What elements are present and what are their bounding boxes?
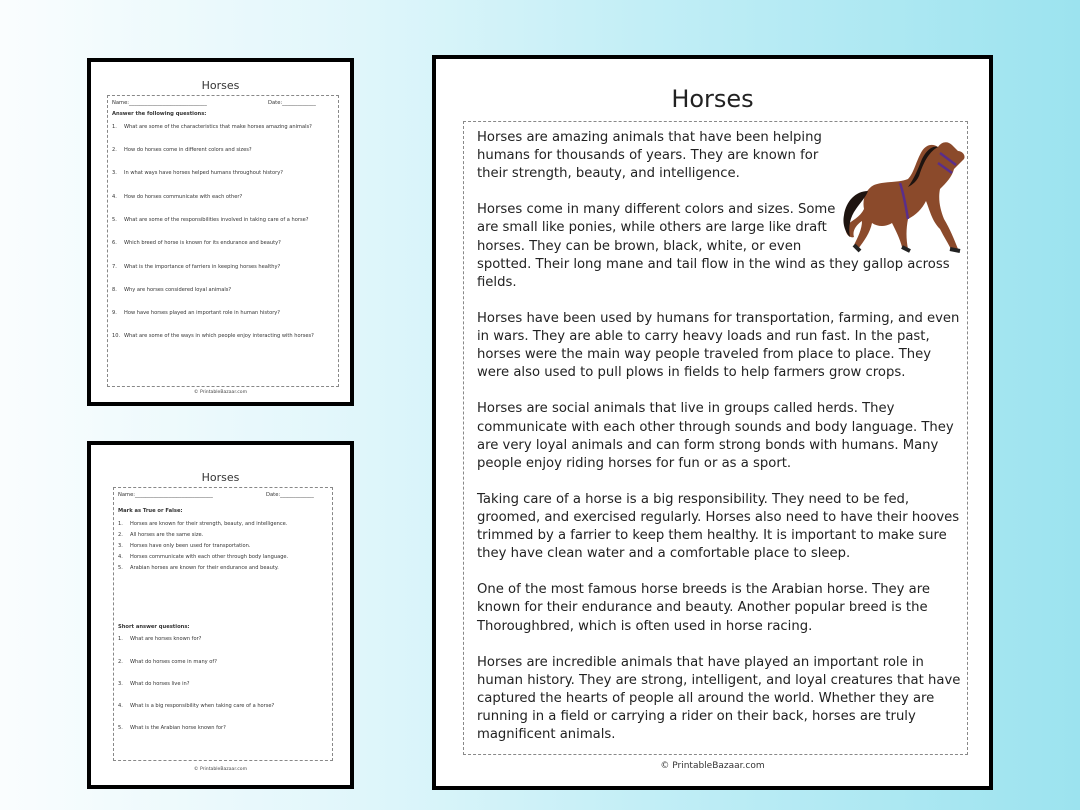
name-field: Name:______________________________ <box>118 492 213 498</box>
question-item: 9. How have horses played an important role in human history? <box>112 310 281 316</box>
passage-paragraph: Horses come in many different colors and sizes. Some are small like ponies, while others are large like draft horses. They can be brown, black, white, or even spotted. Their long mane and tail flow in the wind as they gallop across fields. <box>477 202 950 290</box>
true-false-item: 1. Horses are known for their strength, beauty, and intelligence. <box>118 521 288 527</box>
passage-paragraph: Horses have been used by humans for transportation, farming, and even in wars. They are able to carry heavy loads and run fast. In the past, horses were the main way people traveled from place to place. They were also used to pull plows in fields to help farmers grow crops. <box>477 310 960 381</box>
passage-paragraph: Taking care of a horse is a big responsibility. They need to be fed, groomed, and exercised regularly. Horses also need to have their hooves trimmed by a farrier to keep them healthy. It is important to make sure they have clean water and a comfortable place to sleep. <box>477 491 960 562</box>
name-field: Name:______________________________ <box>112 100 207 106</box>
question-item: 10. What are some of the ways in which people enjoy interacting with horses? <box>112 333 314 339</box>
short-answer-heading: Short answer questions: <box>118 624 190 630</box>
question-item: 1. What are some of the characteristics that make horses amazing animals? <box>112 124 312 130</box>
date-field: Date:_____________ <box>268 100 316 106</box>
short-answer-item: 5. What is the Arabian horse known for? <box>118 725 226 731</box>
question-item: 5. What are some of the responsibilities involved in taking care of a horse? <box>112 217 309 223</box>
short-answer-item: 3. What do horses live in? <box>118 681 190 687</box>
passage-paragraph: One of the most famous horse breeds is the Arabian horse. They are known for their endurance and beauty. Another popular breed is the Thoroughbred, which is often used in horse racing. <box>477 582 930 634</box>
footer-copyright: © PrintableBazaar.com <box>193 390 248 395</box>
worksheet-title: Horses <box>201 79 240 92</box>
true-false-item: 2. All horses are the same size. <box>118 532 204 538</box>
question-item: 6. Which breed of horse is known for its endurance and beauty? <box>112 240 281 246</box>
true-false-item: 3. Horses have only been used for transportation. <box>118 543 251 549</box>
worksheet-true-false-thumbnail <box>87 441 354 789</box>
instructions: Answer the following questions: <box>112 111 207 117</box>
horse-illustration <box>840 129 970 255</box>
true-false-heading: Mark as True or False: <box>118 508 183 514</box>
reading-passage-page <box>432 55 993 790</box>
passage-paragraph: Horses are amazing animals that have been helping humans for thousands of years. They are known for their strength, beauty, and intelligence. <box>477 130 822 182</box>
date-field: Date:_____________ <box>266 492 314 498</box>
passage-paragraph: Horses are incredible animals that have played an important role in human history. They are strong, intelligent, and loyal creatures that have captured the hearts of people all around the world. Whether they are running in a field or carrying a rider on their back, horses are truly magnificent animals. <box>477 654 961 743</box>
true-false-item: 5. Arabian horses are known for their endurance and beauty. <box>118 565 279 571</box>
worksheet-questions-thumbnail <box>87 58 354 406</box>
question-item: 7. What is the importance of farriers in keeping horses healthy? <box>112 264 281 270</box>
question-item: 8. Why are horses considered loyal animals? <box>112 287 232 293</box>
worksheet-border <box>107 95 339 387</box>
worksheet-border <box>113 487 333 761</box>
true-false-item: 4. Horses communicate with each other through body language. <box>118 554 289 560</box>
question-item: 4. How do horses communicate with each other? <box>112 194 243 200</box>
footer-copyright: © PrintableBazaar.com <box>193 767 248 772</box>
footer-copyright: © PrintableBazaar.com <box>660 761 765 771</box>
passage-body <box>477 129 962 762</box>
page-title: Horses <box>671 85 754 113</box>
worksheet-title: Horses <box>201 471 240 484</box>
question-item: 2. How do horses come in different colors and sizes? <box>112 147 252 153</box>
question-item: 3. In what ways have horses helped humans throughout history? <box>112 170 283 176</box>
short-answer-item: 2. What do horses come in many of? <box>118 659 217 665</box>
short-answer-item: 4. What is a big responsibility when taking care of a horse? <box>118 703 275 709</box>
passage-paragraph: Horses are social animals that live in groups called herds. They communicate with each other through sounds and body language. They are very loyal animals and can form strong bonds with humans. Many people enjoy riding horses for fun or as a sport. <box>477 401 954 471</box>
short-answer-item: 1. What are horses known for? <box>118 636 202 642</box>
passage-border <box>463 121 968 755</box>
